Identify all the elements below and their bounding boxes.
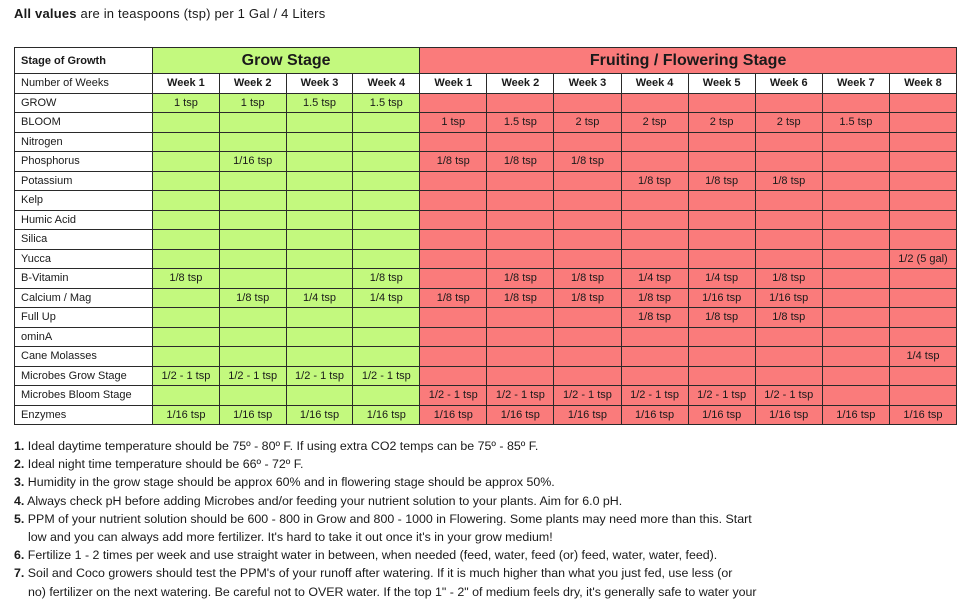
grow-dose-cell <box>153 152 220 172</box>
fruit-dose-cell <box>822 347 889 367</box>
fruit-dose-cell <box>487 308 554 328</box>
grow-dose-cell <box>153 308 220 328</box>
nutrient-name: Microbes Grow Stage <box>15 366 153 386</box>
fruit-dose-cell: 1/16 tsp <box>420 405 487 425</box>
fruit-dose-cell: 1/16 tsp <box>755 288 822 308</box>
fruit-dose-cell: 1/2 - 1 tsp <box>420 386 487 406</box>
grow-dose-cell <box>286 210 353 230</box>
table-row <box>15 132 957 152</box>
fruit-dose-cell <box>420 347 487 367</box>
fruit-dose-cell <box>688 327 755 347</box>
grow-dose-cell <box>353 347 420 367</box>
fruit-dose-cell: 1/16 tsp <box>554 405 621 425</box>
grow-dose-cell <box>153 347 220 367</box>
note-item <box>14 455 959 473</box>
nutrient-name: Nitrogen <box>15 132 153 152</box>
fruit-dose-cell: 1/16 tsp <box>822 405 889 425</box>
grow-dose-cell <box>353 171 420 191</box>
fruit-dose-cell: 1/4 tsp <box>688 269 755 289</box>
fruit-dose-cell <box>822 327 889 347</box>
fruit-dose-cell: 1 tsp <box>420 113 487 133</box>
table-row <box>15 386 957 406</box>
fruit-dose-cell <box>755 347 822 367</box>
note-text: Fertilize 1 - 2 times per week and use straight water in between, when needed (feed, water, feed (or) feed, water, water, feed). <box>27 548 718 563</box>
fruit-dose-cell <box>822 210 889 230</box>
nutrient-name: Humic Acid <box>15 210 153 230</box>
fruit-dose-cell: 1/8 tsp <box>554 152 621 172</box>
table-row <box>15 308 957 328</box>
fruit-dose-cell: 1/8 tsp <box>487 152 554 172</box>
stage-row <box>15 48 957 74</box>
fruit-dose-cell <box>889 113 956 133</box>
grow-week-header: Week 3 <box>286 74 353 94</box>
grow-dose-cell: 1/8 tsp <box>219 288 286 308</box>
fruit-week-header: Week 2 <box>487 74 554 94</box>
fruit-dose-cell <box>420 132 487 152</box>
fruit-dose-cell <box>822 191 889 211</box>
grow-stage-header: Grow Stage <box>153 48 420 74</box>
fruit-dose-cell <box>889 210 956 230</box>
table-row <box>15 405 957 425</box>
nutrient-name: Calcium / Mag <box>15 288 153 308</box>
nutrient-name: B-Vitamin <box>15 269 153 289</box>
nutrient-name: Cane Molasses <box>15 347 153 367</box>
fruit-dose-cell <box>889 93 956 113</box>
grow-dose-cell <box>353 191 420 211</box>
fruit-week-header: Week 7 <box>822 74 889 94</box>
fruit-dose-cell: 1/8 tsp <box>688 171 755 191</box>
grow-dose-cell <box>153 288 220 308</box>
fruit-dose-cell <box>420 230 487 250</box>
grow-dose-cell <box>219 249 286 269</box>
fruit-dose-cell <box>889 269 956 289</box>
fruit-dose-cell: 1/16 tsp <box>755 405 822 425</box>
note-text: PPM of your nutrient solution should be 600 - 800 in Grow and 800 - 1000 in Flowering. Some plants may need more than this. Start <box>27 511 752 526</box>
fruit-dose-cell: 1/8 tsp <box>554 288 621 308</box>
fruit-dose-cell: 1/16 tsp <box>621 405 688 425</box>
fruit-dose-cell <box>688 152 755 172</box>
fruit-dose-cell <box>688 249 755 269</box>
fruit-dose-cell <box>822 386 889 406</box>
grow-dose-cell: 1.5 tsp <box>286 93 353 113</box>
grow-week-header: Week 4 <box>353 74 420 94</box>
stage-of-growth-label: Stage of Growth <box>15 48 153 74</box>
grow-dose-cell <box>286 308 353 328</box>
fruit-dose-cell <box>889 191 956 211</box>
fruit-dose-cell <box>688 191 755 211</box>
note-text: Soil and Coco growers should test the PPM's of your runoff after watering. If it is much higher than what you just fed, use less (or <box>27 566 733 581</box>
fruit-dose-cell <box>554 308 621 328</box>
fruiting-stage-header: Fruiting / Flowering Stage <box>420 48 957 74</box>
fruit-dose-cell <box>420 93 487 113</box>
grow-dose-cell: 1/2 - 1 tsp <box>219 366 286 386</box>
fruit-dose-cell <box>621 210 688 230</box>
fruit-dose-cell <box>420 171 487 191</box>
table-row <box>15 366 957 386</box>
grow-dose-cell <box>219 269 286 289</box>
fruit-dose-cell: 1/8 tsp <box>487 269 554 289</box>
fruit-dose-cell <box>822 230 889 250</box>
grow-dose-cell <box>153 171 220 191</box>
note-number: 1. <box>14 439 25 453</box>
grow-dose-cell <box>353 113 420 133</box>
grow-week-header: Week 2 <box>219 74 286 94</box>
grow-dose-cell <box>353 230 420 250</box>
nutrient-name: GROW <box>15 93 153 113</box>
grow-dose-cell <box>353 132 420 152</box>
table-row <box>15 93 957 113</box>
note-item <box>14 492 959 510</box>
grow-dose-cell: 1/16 tsp <box>219 405 286 425</box>
fruit-dose-cell <box>621 191 688 211</box>
fruit-dose-cell <box>755 210 822 230</box>
note-item <box>14 473 959 491</box>
fruit-dose-cell <box>621 366 688 386</box>
fruit-dose-cell <box>487 230 554 250</box>
nutrient-name: Kelp <box>15 191 153 211</box>
grow-dose-cell: 1/16 tsp <box>353 405 420 425</box>
fruit-dose-cell <box>822 288 889 308</box>
grow-dose-cell <box>219 210 286 230</box>
fruit-dose-cell: 2 tsp <box>554 113 621 133</box>
note-continuation: low and you can always add more fertilizer. It's hard to take it out once it's in your grow medium! <box>28 530 553 545</box>
fruit-dose-cell <box>554 249 621 269</box>
grow-dose-cell: 1 tsp <box>219 93 286 113</box>
fruit-dose-cell: 1/8 tsp <box>554 269 621 289</box>
fruit-week-header: Week 8 <box>889 74 956 94</box>
note-number: 7. <box>14 566 25 581</box>
grow-dose-cell <box>153 191 220 211</box>
fruit-dose-cell <box>688 230 755 250</box>
fruit-dose-cell <box>621 347 688 367</box>
fruit-dose-cell <box>487 93 554 113</box>
fruit-dose-cell: 1/2 - 1 tsp <box>688 386 755 406</box>
grow-dose-cell <box>286 152 353 172</box>
nutrient-name: Potassium <box>15 171 153 191</box>
note-item <box>14 437 959 455</box>
fruit-dose-cell <box>621 327 688 347</box>
fruit-dose-cell: 1/16 tsp <box>889 405 956 425</box>
note-text: Ideal night time temperature should be 66º - 72º F. <box>27 457 304 472</box>
grow-dose-cell <box>353 308 420 328</box>
units-note-bold: All values <box>14 6 77 21</box>
fruit-dose-cell: 1/8 tsp <box>621 171 688 191</box>
note-number: 4. <box>14 493 25 508</box>
grow-dose-cell <box>286 113 353 133</box>
grow-dose-cell: 1 tsp <box>153 93 220 113</box>
fruit-dose-cell <box>755 366 822 386</box>
fruit-dose-cell <box>688 210 755 230</box>
grow-dose-cell <box>353 327 420 347</box>
fruit-dose-cell <box>889 327 956 347</box>
nutrient-name: Microbes Bloom Stage <box>15 386 153 406</box>
fruit-dose-cell <box>822 269 889 289</box>
number-of-weeks-label: Number of Weeks <box>15 74 153 94</box>
fruit-week-header: Week 1 <box>420 74 487 94</box>
grow-dose-cell <box>286 191 353 211</box>
fruit-week-header: Week 5 <box>688 74 755 94</box>
fruit-dose-cell: 1/8 tsp <box>420 152 487 172</box>
table-row <box>15 249 957 269</box>
note-text: Always check pH before adding Microbes and/or feeding your nutrient solution to your plants. Aim for 6.0 pH. <box>27 493 623 508</box>
growing-notes-list <box>14 437 959 601</box>
fruit-dose-cell <box>487 132 554 152</box>
note-item <box>14 564 959 600</box>
fruit-dose-cell: 1/16 tsp <box>487 405 554 425</box>
fruit-dose-cell <box>889 288 956 308</box>
fruit-dose-cell <box>755 191 822 211</box>
fruit-dose-cell: 1.5 tsp <box>487 113 554 133</box>
table-row <box>15 152 957 172</box>
fruit-dose-cell <box>621 93 688 113</box>
grow-dose-cell <box>286 386 353 406</box>
fruit-dose-cell <box>889 386 956 406</box>
grow-dose-cell <box>286 171 353 191</box>
fruit-dose-cell <box>420 327 487 347</box>
table-row <box>15 288 957 308</box>
fruit-dose-cell <box>420 308 487 328</box>
fruit-week-header: Week 3 <box>554 74 621 94</box>
units-note-rest: are in teaspoons (tsp) per 1 Gal / 4 Liters <box>76 6 326 21</box>
grow-dose-cell <box>153 327 220 347</box>
grow-dose-cell <box>219 113 286 133</box>
fruit-dose-cell <box>755 327 822 347</box>
fruit-dose-cell <box>889 230 956 250</box>
grow-dose-cell <box>153 210 220 230</box>
fruit-dose-cell: 1/2 - 1 tsp <box>621 386 688 406</box>
fruit-dose-cell <box>420 366 487 386</box>
fruit-dose-cell: 1.5 tsp <box>822 113 889 133</box>
nutrient-name: Silica <box>15 230 153 250</box>
grow-dose-cell: 1/2 - 1 tsp <box>153 366 220 386</box>
grow-dose-cell <box>353 152 420 172</box>
nutrient-name: BLOOM <box>15 113 153 133</box>
fruit-dose-cell <box>554 191 621 211</box>
fruit-dose-cell <box>755 152 822 172</box>
grow-dose-cell: 1.5 tsp <box>353 93 420 113</box>
grow-dose-cell: 1/16 tsp <box>286 405 353 425</box>
units-note <box>14 6 325 21</box>
fruit-dose-cell <box>554 366 621 386</box>
grow-dose-cell: 1/8 tsp <box>153 269 220 289</box>
grow-dose-cell: 1/4 tsp <box>353 288 420 308</box>
grow-dose-cell <box>286 132 353 152</box>
fruit-dose-cell <box>621 132 688 152</box>
table-row <box>15 171 957 191</box>
fruit-dose-cell <box>554 347 621 367</box>
fruit-dose-cell <box>688 132 755 152</box>
fruit-dose-cell: 1/4 tsp <box>889 347 956 367</box>
fruit-dose-cell <box>487 191 554 211</box>
grow-dose-cell: 1/16 tsp <box>153 405 220 425</box>
fruit-dose-cell: 1/8 tsp <box>755 171 822 191</box>
table-row <box>15 347 957 367</box>
fruit-dose-cell <box>621 230 688 250</box>
fruit-dose-cell: 1/8 tsp <box>621 288 688 308</box>
grow-dose-cell <box>153 113 220 133</box>
fruit-dose-cell <box>755 230 822 250</box>
fruit-dose-cell: 1/4 tsp <box>621 269 688 289</box>
fruit-dose-cell: 1/8 tsp <box>487 288 554 308</box>
fruit-dose-cell: 1/8 tsp <box>755 269 822 289</box>
grow-dose-cell <box>153 132 220 152</box>
fruit-dose-cell <box>822 93 889 113</box>
fruit-dose-cell: 2 tsp <box>688 113 755 133</box>
fruit-dose-cell <box>889 308 956 328</box>
grow-dose-cell <box>353 210 420 230</box>
grow-dose-cell <box>286 230 353 250</box>
note-item <box>14 510 959 546</box>
grow-week-header: Week 1 <box>153 74 220 94</box>
fruit-dose-cell <box>487 347 554 367</box>
fruit-dose-cell <box>487 249 554 269</box>
table-row <box>15 269 957 289</box>
fruit-dose-cell <box>822 308 889 328</box>
fruit-dose-cell <box>554 171 621 191</box>
fruit-dose-cell <box>822 132 889 152</box>
grow-dose-cell: 1/2 - 1 tsp <box>286 366 353 386</box>
grow-dose-cell <box>219 132 286 152</box>
grow-dose-cell <box>353 386 420 406</box>
fruit-dose-cell <box>822 249 889 269</box>
fruit-dose-cell <box>621 152 688 172</box>
nutrient-name: Yucca <box>15 249 153 269</box>
note-number: 5. <box>14 511 25 526</box>
grow-dose-cell <box>219 327 286 347</box>
fruit-dose-cell <box>621 249 688 269</box>
grow-dose-cell <box>286 249 353 269</box>
fruit-dose-cell <box>755 93 822 113</box>
fruit-dose-cell <box>889 171 956 191</box>
note-text: Humidity in the grow stage should be approx 60% and in flowering stage should be approx 50%. <box>27 475 555 490</box>
fruit-dose-cell: 1/16 tsp <box>688 288 755 308</box>
fruit-dose-cell <box>487 171 554 191</box>
feeding-schedule-table <box>14 47 957 425</box>
fruit-dose-cell: 1/8 tsp <box>420 288 487 308</box>
note-text: Ideal daytime temperature should be 75º - 80º F. If using extra CO2 temps can be 75º - 85º F. <box>27 439 539 453</box>
fruit-dose-cell <box>420 191 487 211</box>
fruit-week-header: Week 6 <box>755 74 822 94</box>
fruit-dose-cell: 1/8 tsp <box>688 308 755 328</box>
note-continuation: no) fertilizer on the next watering. Be careful not to OVER water. If the top 1" - 2" of medium feels dry, it's generally safe to water your <box>28 584 757 599</box>
fruit-dose-cell <box>554 230 621 250</box>
grow-dose-cell <box>219 308 286 328</box>
table-row <box>15 210 957 230</box>
note-number: 2. <box>14 457 25 472</box>
fruit-dose-cell <box>889 152 956 172</box>
fruit-dose-cell <box>755 249 822 269</box>
fruit-dose-cell: 1/8 tsp <box>621 308 688 328</box>
nutrient-name: Full Up <box>15 308 153 328</box>
grow-dose-cell <box>286 347 353 367</box>
grow-dose-cell: 1/16 tsp <box>219 152 286 172</box>
fruit-dose-cell: 1/2 - 1 tsp <box>755 386 822 406</box>
grow-dose-cell <box>219 347 286 367</box>
note-item <box>14 546 959 564</box>
fruit-dose-cell <box>487 327 554 347</box>
fruit-dose-cell: 1/16 tsp <box>688 405 755 425</box>
weeks-row <box>15 74 957 94</box>
grow-dose-cell: 1/8 tsp <box>353 269 420 289</box>
fruit-dose-cell <box>487 210 554 230</box>
table-row <box>15 113 957 133</box>
grow-dose-cell: 1/4 tsp <box>286 288 353 308</box>
fruit-dose-cell: 2 tsp <box>755 113 822 133</box>
grow-dose-cell <box>286 269 353 289</box>
fruit-dose-cell: 1/2 - 1 tsp <box>487 386 554 406</box>
fruit-dose-cell <box>822 171 889 191</box>
note-number: 3. <box>14 475 25 490</box>
fruit-dose-cell <box>420 269 487 289</box>
fruit-dose-cell <box>688 347 755 367</box>
grow-dose-cell <box>153 249 220 269</box>
grow-dose-cell <box>219 230 286 250</box>
fruit-dose-cell <box>554 132 621 152</box>
fruit-dose-cell: 1/2 - 1 tsp <box>554 386 621 406</box>
nutrient-name: Phosphorus <box>15 152 153 172</box>
fruit-dose-cell: 1/8 tsp <box>755 308 822 328</box>
grow-dose-cell: 1/2 - 1 tsp <box>353 366 420 386</box>
grow-dose-cell <box>153 230 220 250</box>
note-number: 6. <box>14 548 25 563</box>
nutrient-name: Enzymes <box>15 405 153 425</box>
fruit-dose-cell <box>420 210 487 230</box>
fruit-dose-cell <box>554 210 621 230</box>
fruit-dose-cell <box>822 366 889 386</box>
fruit-dose-cell <box>688 366 755 386</box>
fruit-dose-cell <box>889 366 956 386</box>
fruit-dose-cell: 1/2 (5 gal) <box>889 249 956 269</box>
grow-dose-cell <box>153 386 220 406</box>
fruit-dose-cell <box>889 132 956 152</box>
fruit-dose-cell <box>487 366 554 386</box>
fruit-dose-cell <box>420 249 487 269</box>
grow-dose-cell <box>353 249 420 269</box>
fruit-dose-cell <box>755 132 822 152</box>
grow-dose-cell <box>219 171 286 191</box>
grow-dose-cell <box>219 386 286 406</box>
table-row <box>15 230 957 250</box>
fruit-dose-cell <box>554 327 621 347</box>
nutrient-name: ominA <box>15 327 153 347</box>
fruit-dose-cell <box>688 93 755 113</box>
fruit-dose-cell: 2 tsp <box>621 113 688 133</box>
grow-dose-cell <box>219 191 286 211</box>
fruit-dose-cell <box>822 152 889 172</box>
grow-dose-cell <box>286 327 353 347</box>
fruit-week-header: Week 4 <box>621 74 688 94</box>
table-row <box>15 327 957 347</box>
fruit-dose-cell <box>554 93 621 113</box>
table-row <box>15 191 957 211</box>
